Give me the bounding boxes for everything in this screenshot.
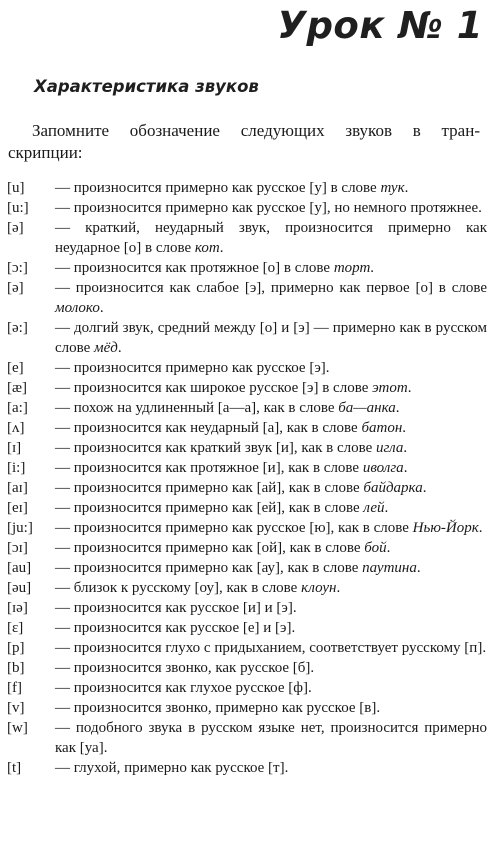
sound-symbol: [p]	[7, 640, 25, 656]
intro-paragraph	[8, 120, 480, 164]
list-item	[7, 418, 487, 438]
sound-description-text: — произносится звонко, как русское [б].	[55, 660, 315, 676]
punctuation: .	[384, 500, 389, 516]
example-word: игла	[376, 440, 404, 456]
sound-description-text: — произносится как слабое [э], примерно как первое [о] в слове	[55, 280, 487, 296]
list-item	[7, 638, 487, 658]
sound-symbol: [ɪ]	[7, 440, 22, 456]
sound-symbol: [ʌ]	[7, 420, 25, 436]
lesson-title: Урок № 1	[277, 4, 483, 47]
sound-description	[55, 638, 487, 658]
sound-description-text: — произносится глухо с придыханием, соответствует русскому [п].	[55, 640, 487, 656]
sound-description-text: — произносится примерно как [ай], как в слове	[55, 480, 364, 496]
sound-symbol: [ə:]	[7, 320, 28, 336]
punctuation: .	[395, 400, 400, 416]
list-item	[7, 698, 487, 718]
punctuation: .	[219, 240, 224, 256]
list-item	[7, 658, 487, 678]
punctuation: .	[99, 300, 104, 316]
section-title: Характеристика звуков	[34, 77, 259, 96]
sound-description-text: — долгий звук, средний между [о] и [э] — примерно как в русском слове	[55, 320, 487, 356]
sound-description	[55, 558, 487, 578]
sound-description	[55, 398, 487, 418]
sound-description	[55, 498, 487, 518]
sound-description-text: — произносится примерно как русское [э].	[55, 360, 330, 376]
list-item	[7, 218, 487, 258]
sound-description-text: — произносится примерно как [ой], как в слове	[55, 540, 365, 556]
list-item	[7, 318, 487, 358]
punctuation: .	[370, 260, 375, 276]
sound-description	[55, 418, 487, 438]
sound-symbol: [v]	[7, 700, 25, 716]
sound-description	[55, 458, 487, 478]
sound-symbol: [əu]	[7, 580, 32, 596]
sound-description-text: — произносится как протяжное [о] в слове	[55, 260, 334, 276]
example-word: этот	[372, 380, 408, 396]
sound-symbol: [u:]	[7, 200, 29, 216]
sound-symbol: [u]	[7, 180, 25, 196]
punctuation: .	[407, 380, 412, 396]
sound-description-text: — краткий, неударный звук, произносится примерно как неударное [о] в слове	[55, 220, 487, 256]
list-item	[7, 558, 487, 578]
example-word: батон	[361, 420, 403, 436]
example-word: молоко	[55, 300, 100, 316]
sound-description	[55, 518, 487, 538]
sound-description-text: — подобного звука в русском языке нет, произносится примерно как [уа].	[55, 720, 487, 756]
punctuation: .	[117, 340, 122, 356]
sound-description	[55, 718, 487, 758]
example-word: ба—анка	[338, 400, 396, 416]
list-item	[7, 598, 487, 618]
punctuation: .	[386, 540, 391, 556]
sound-symbol: [a:]	[7, 400, 28, 416]
example-word: кот	[194, 240, 220, 256]
sound-symbol: [ɔɪ]	[7, 540, 28, 556]
list-item	[7, 278, 487, 318]
list-item	[7, 578, 487, 598]
sound-description-text: — произносится как неударный [а], как в слове	[55, 420, 362, 436]
sound-description	[55, 678, 487, 698]
sound-symbol: [ə]	[7, 280, 24, 296]
sound-symbol: [ɪə]	[7, 600, 28, 616]
sound-description	[55, 758, 487, 778]
list-item	[7, 258, 487, 278]
list-item	[7, 478, 487, 498]
punctuation: .	[404, 180, 409, 196]
example-word: клоун	[301, 580, 337, 596]
sound-description	[55, 358, 487, 378]
sound-description	[55, 538, 487, 558]
example-word: тук	[380, 180, 405, 196]
sound-symbol: [e]	[7, 360, 24, 376]
list-item	[7, 758, 487, 778]
list-item	[7, 378, 487, 398]
sound-description-text: — произносится как глухое русское [ф].	[55, 680, 312, 696]
punctuation: .	[403, 460, 408, 476]
punctuation: .	[336, 580, 341, 596]
sound-description	[55, 438, 487, 458]
punctuation: .	[402, 420, 407, 436]
sound-description	[55, 318, 487, 358]
sound-symbol: [aɪ]	[7, 480, 28, 496]
punctuation: .	[478, 520, 483, 536]
list-item	[7, 618, 487, 638]
punctuation: .	[403, 440, 408, 456]
sound-symbol: [f]	[7, 680, 22, 696]
list-item	[7, 358, 487, 378]
sound-symbol: [ɛ]	[7, 620, 24, 636]
example-word: лей	[363, 500, 385, 516]
example-word: мёд	[94, 340, 118, 356]
list-item	[7, 458, 487, 478]
sound-list	[7, 178, 487, 778]
sound-description	[55, 598, 487, 618]
sound-symbol: [eɪ]	[7, 500, 28, 516]
intro-line-1: Запомните обозначение следующих звуков в тран-	[32, 121, 480, 140]
sound-description	[55, 218, 487, 258]
sound-description	[55, 478, 487, 498]
sound-description-text: — произносится примерно как [ау], как в слове	[55, 560, 363, 576]
list-item	[7, 718, 487, 758]
sound-symbol: [ju:]	[7, 520, 33, 536]
sound-description-text: — произносится примерно как русское [у], но немного протяжнее.	[55, 200, 482, 216]
sound-description-text: — близок к русскому [оу], как в слове	[55, 580, 302, 596]
sound-description	[55, 278, 487, 318]
list-item	[7, 538, 487, 558]
list-item	[7, 438, 487, 458]
sound-description	[55, 578, 487, 598]
sound-description-text: — произносится звонко, примерно как русское [в].	[55, 700, 381, 716]
sound-description	[55, 258, 487, 278]
sound-symbol: [au]	[7, 560, 32, 576]
sound-description	[55, 198, 487, 218]
sound-description	[55, 698, 487, 718]
sound-symbol: [i:]	[7, 460, 26, 476]
sound-description-text: — произносится примерно как [ей], как в слове	[55, 500, 364, 516]
punctuation: .	[416, 560, 421, 576]
sound-symbol: [ə]	[7, 220, 24, 236]
sound-description	[55, 658, 487, 678]
sound-symbol: [æ]	[7, 380, 27, 396]
list-item	[7, 518, 487, 538]
sound-description-text: — глухой, примерно как русское [т].	[55, 760, 289, 776]
sound-description	[55, 378, 487, 398]
sound-description	[55, 178, 487, 198]
example-word: байдарка	[363, 480, 423, 496]
list-item	[7, 198, 487, 218]
sound-description-text: — произносится как широкое русское [э] в слове	[55, 380, 373, 396]
sound-description-text: — произносится как протяжное [и], как в слове	[55, 460, 363, 476]
sound-description-text: — произносится примерно как русское [ю], как в слове	[55, 520, 413, 536]
sound-description-text: — похож на удлиненный [а—а], как в слове	[55, 400, 339, 416]
list-item	[7, 178, 487, 198]
list-item	[7, 398, 487, 418]
example-word: иволга	[362, 460, 404, 476]
sound-description-text: — произносится как краткий звук [и], как в слове	[55, 440, 377, 456]
sound-description	[55, 618, 487, 638]
sound-description-text: — произносится как русское [и] и [э].	[55, 600, 297, 616]
sound-symbol: [ɔ:]	[7, 260, 28, 276]
intro-line-2: скрипции:	[8, 143, 83, 162]
sound-description-text: — произносится как русское [е] и [э].	[55, 620, 296, 636]
sound-symbol: [w]	[7, 720, 28, 736]
example-word: Нью-Йорк	[412, 520, 479, 536]
sound-description-text: — произносится примерно как русское [у] в слове	[55, 180, 381, 196]
sound-symbol: [t]	[7, 760, 22, 776]
list-item	[7, 678, 487, 698]
example-word: торт	[333, 260, 371, 276]
example-word: бой	[364, 540, 387, 556]
sound-symbol: [b]	[7, 660, 25, 676]
example-word: паутина	[362, 560, 417, 576]
list-item	[7, 498, 487, 518]
punctuation: .	[422, 480, 427, 496]
